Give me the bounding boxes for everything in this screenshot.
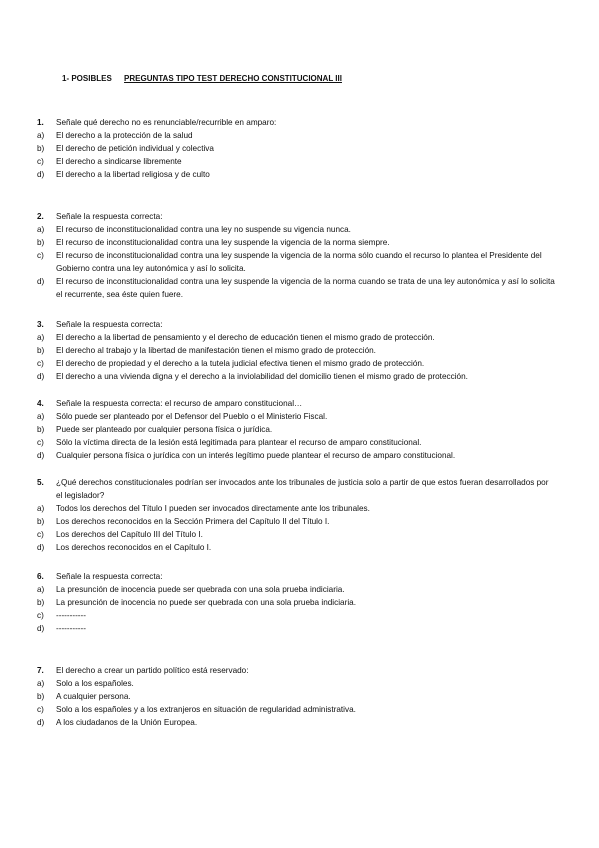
option-letter: c) bbox=[37, 530, 44, 539]
option-text: El derecho a una vivienda digna y el derecho a la inviolabilidad del domicilio tienen el mismo grado de protección. bbox=[56, 372, 468, 381]
option-letter: b) bbox=[37, 425, 45, 434]
question-number: 7. bbox=[37, 666, 44, 675]
document-header bbox=[62, 72, 342, 85]
option-letter: b) bbox=[37, 692, 45, 701]
option-text: Sólo la víctima directa de la lesión está legitimada para plantear el recurso de amparo constitucional. bbox=[56, 438, 422, 447]
option-b bbox=[37, 423, 557, 436]
question-2 bbox=[37, 210, 557, 301]
option-text: El derecho a la libertad religiosa y de culto bbox=[56, 170, 210, 179]
option-a bbox=[37, 331, 557, 344]
option-a bbox=[37, 502, 557, 515]
option-text: El derecho al trabajo y la libertad de manifestación tienen el mismo grado de protección. bbox=[56, 346, 376, 355]
option-text: Los derechos reconocidos en la Sección Primera del Capítulo II del Título I. bbox=[56, 517, 330, 526]
option-d bbox=[37, 168, 557, 181]
option-text: Solo a los españoles y a los extranjeros en situación de regularidad administrativa. bbox=[56, 705, 356, 714]
option-letter: a) bbox=[37, 504, 45, 513]
question-text: ¿Qué derechos constitucionales podrían ser invocados ante los tribunales de justicia solo a partir de que estos fueran desarrollados por el legislador? bbox=[56, 478, 549, 500]
question-5 bbox=[37, 476, 557, 554]
option-text: A cualquier persona. bbox=[56, 692, 131, 701]
question-6 bbox=[37, 570, 557, 635]
option-letter: c) bbox=[37, 611, 44, 620]
option-d bbox=[37, 541, 557, 554]
option-a bbox=[37, 223, 557, 236]
question-text: Señale la respuesta correcta: el recurso de amparo constitucional… bbox=[56, 399, 303, 408]
option-d bbox=[37, 449, 557, 462]
option-letter: d) bbox=[37, 718, 45, 727]
option-b bbox=[37, 344, 557, 357]
option-d bbox=[37, 275, 557, 301]
option-a bbox=[37, 583, 557, 596]
option-letter: b) bbox=[37, 144, 45, 153]
option-d bbox=[37, 622, 557, 635]
option-letter: d) bbox=[37, 277, 45, 286]
question-number: 1. bbox=[37, 118, 44, 127]
option-text: La presunción de inocencia no puede ser quebrada con una sola prueba indiciaria. bbox=[56, 598, 356, 607]
question-number: 6. bbox=[37, 572, 44, 581]
option-text: El derecho de petición individual y colectiva bbox=[56, 144, 214, 153]
option-b bbox=[37, 142, 557, 155]
question-4 bbox=[37, 397, 557, 462]
option-text: A los ciudadanos de la Unión Europea. bbox=[56, 718, 198, 727]
question-7 bbox=[37, 664, 557, 729]
option-d bbox=[37, 716, 557, 729]
option-b bbox=[37, 236, 557, 249]
option-letter: d) bbox=[37, 624, 45, 633]
question-number: 2. bbox=[37, 212, 44, 221]
question-text: Señale la respuesta correcta: bbox=[56, 212, 163, 221]
option-a bbox=[37, 410, 557, 423]
option-text: ----------- bbox=[56, 624, 86, 633]
question-3 bbox=[37, 318, 557, 383]
question-number: 4. bbox=[37, 399, 44, 408]
option-c bbox=[37, 703, 557, 716]
option-text: El recurso de inconstitucionalidad contra una ley no suspende su vigencia nunca. bbox=[56, 225, 351, 234]
option-text: Puede ser planteado por cualquier persona física o jurídica. bbox=[56, 425, 273, 434]
question-text: Señale qué derecho no es renunciable/recurrible en amparo: bbox=[56, 118, 277, 127]
option-text: El derecho de propiedad y el derecho a la tutela judicial efectiva tienen el mismo grado de protección. bbox=[56, 359, 425, 368]
option-c bbox=[37, 155, 557, 168]
option-text: El derecho a la protección de la salud bbox=[56, 131, 193, 140]
option-text: El derecho a sindicarse libremente bbox=[56, 157, 182, 166]
option-text: Sólo puede ser planteado por el Defensor del Pueblo o el Ministerio Fiscal. bbox=[56, 412, 328, 421]
option-letter: c) bbox=[37, 359, 44, 368]
option-text: El derecho a la libertad de pensamiento y el derecho de educación tienen el mismo grado de protección. bbox=[56, 333, 435, 342]
document-title: PREGUNTAS TIPO TEST DERECHO CONSTITUCIONAL III bbox=[124, 74, 342, 83]
option-letter: b) bbox=[37, 346, 45, 355]
option-letter: c) bbox=[37, 157, 44, 166]
option-d bbox=[37, 370, 557, 383]
option-c bbox=[37, 436, 557, 449]
option-letter: d) bbox=[37, 543, 45, 552]
option-letter: b) bbox=[37, 238, 45, 247]
option-letter: d) bbox=[37, 372, 45, 381]
option-letter: a) bbox=[37, 131, 45, 140]
option-text: El recurso de inconstitucionalidad contra una ley suspende la vigencia de la norma siempre. bbox=[56, 238, 390, 247]
option-text: ----------- bbox=[56, 611, 86, 620]
option-a bbox=[37, 677, 557, 690]
option-letter: c) bbox=[37, 251, 44, 260]
option-a bbox=[37, 129, 557, 142]
option-text: Solo a los españoles. bbox=[56, 679, 134, 688]
question-number: 5. bbox=[37, 478, 44, 487]
option-letter: b) bbox=[37, 598, 45, 607]
question-text: Señale la respuesta correcta: bbox=[56, 320, 163, 329]
option-text: Los derechos reconocidos en el Capítulo I. bbox=[56, 543, 212, 552]
option-c bbox=[37, 357, 557, 370]
option-letter: d) bbox=[37, 170, 45, 179]
option-text: Los derechos del Capítulo III del Título I. bbox=[56, 530, 203, 539]
header-number: 1- POSIBLES bbox=[62, 74, 112, 83]
option-letter: a) bbox=[37, 412, 45, 421]
option-letter: d) bbox=[37, 451, 45, 460]
option-letter: b) bbox=[37, 517, 45, 526]
option-c bbox=[37, 609, 557, 622]
option-text: La presunción de inocencia puede ser quebrada con una sola prueba indiciaria. bbox=[56, 585, 345, 594]
option-text: El recurso de inconstitucionalidad contra una ley suspende la vigencia de la norma cuando se trata de una ley autonómica y así lo solicita el recurrente, sea éste quien fuere. bbox=[56, 277, 555, 299]
option-c bbox=[37, 249, 557, 275]
option-c bbox=[37, 528, 557, 541]
option-letter: c) bbox=[37, 705, 44, 714]
option-letter: a) bbox=[37, 585, 45, 594]
option-text: Todos los derechos del Título I pueden ser invocados directamente ante los tribunales. bbox=[56, 504, 370, 513]
option-letter: a) bbox=[37, 225, 45, 234]
option-b bbox=[37, 596, 557, 609]
option-letter: a) bbox=[37, 679, 45, 688]
option-letter: a) bbox=[37, 333, 45, 342]
question-1 bbox=[37, 116, 557, 181]
question-text: El derecho a crear un partido político está reservado: bbox=[56, 666, 249, 675]
option-b bbox=[37, 690, 557, 703]
option-b bbox=[37, 515, 557, 528]
question-text: Señale la respuesta correcta: bbox=[56, 572, 163, 581]
option-text: Cualquier persona física o jurídica con un interés legítimo puede plantear el recurso de amparo constitucional. bbox=[56, 451, 456, 460]
option-text: El recurso de inconstitucionalidad contra una ley suspende la vigencia de la norma sólo cuando el recurso lo plantea el Presidente del Gobierno contra una ley autonómica y así lo solicita. bbox=[56, 251, 542, 273]
question-number: 3. bbox=[37, 320, 44, 329]
option-letter: c) bbox=[37, 438, 44, 447]
